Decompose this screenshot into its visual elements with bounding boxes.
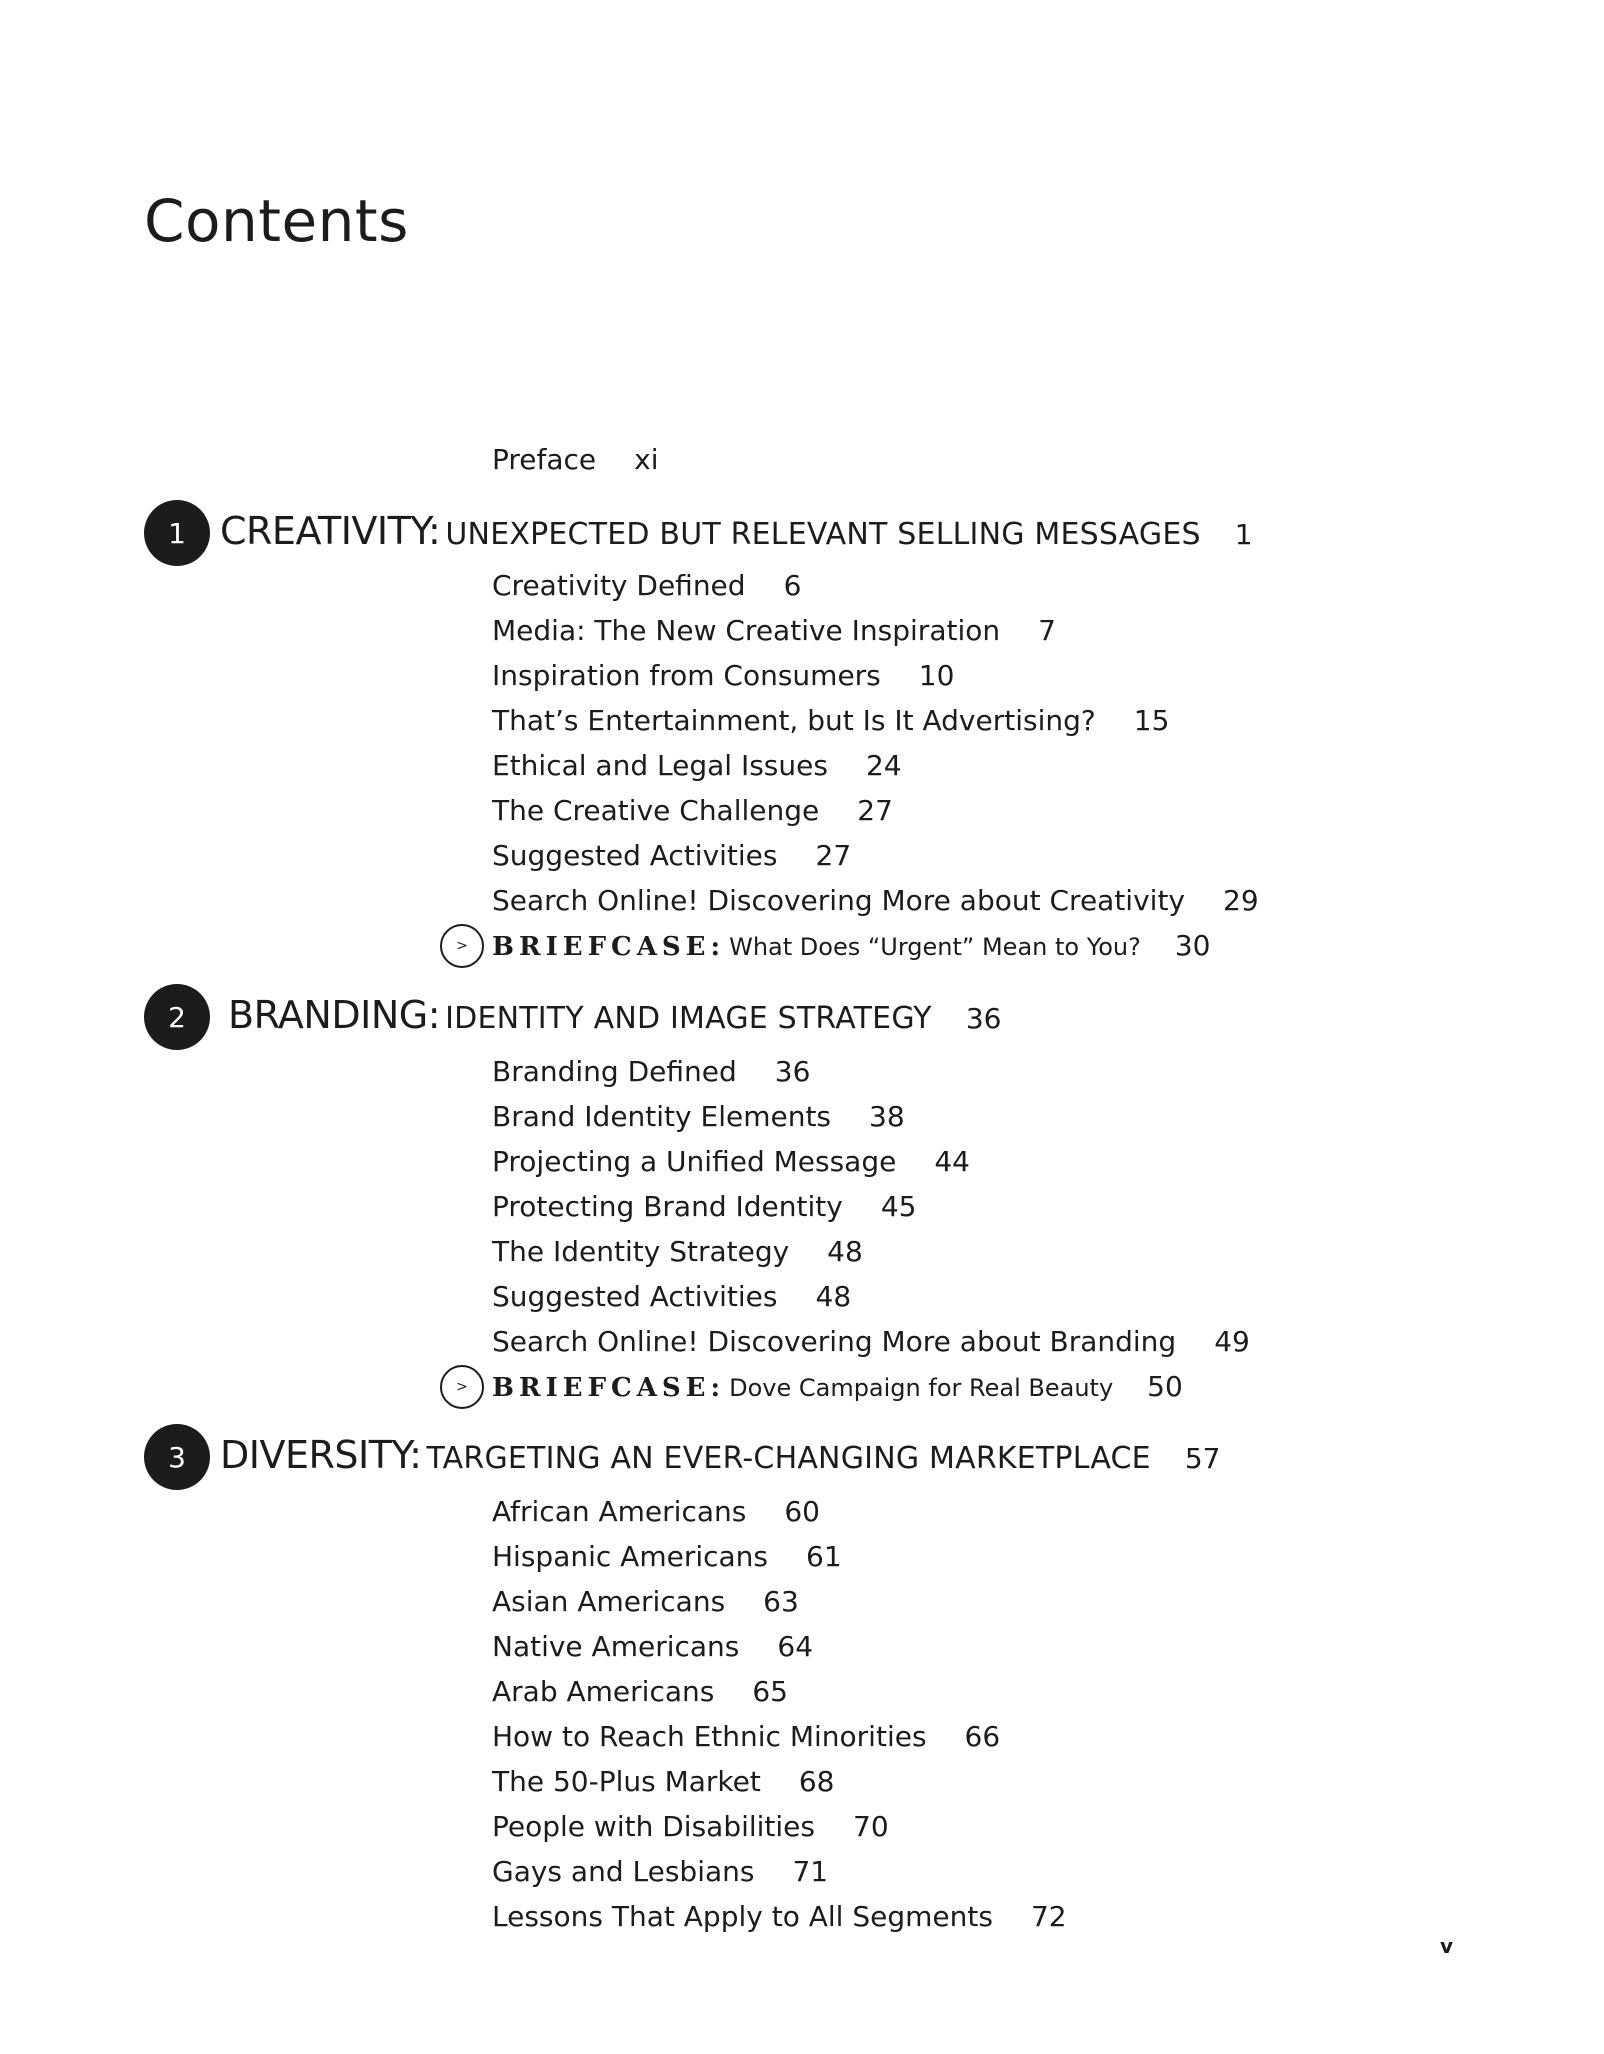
toc-entry[interactable] — [492, 569, 802, 602]
toc-entry-label: Media: The New Creative Inspiration — [492, 614, 1001, 647]
toc-entry-label: Suggested Activities — [492, 839, 778, 872]
briefcase-page: 50 — [1147, 1370, 1183, 1403]
toc-entry-page: 10 — [918, 659, 955, 692]
toc-entry-page: 45 — [880, 1190, 917, 1223]
toc-entry-page: 36 — [774, 1055, 811, 1088]
chapter-2-number-badge: 2 — [144, 984, 210, 1050]
briefcase-label: BRIEFCASE: — [492, 932, 726, 962]
toc-entry-page: 27 — [815, 839, 852, 872]
toc-entry-page: 38 — [869, 1100, 905, 1133]
toc-entry[interactable] — [492, 1055, 811, 1088]
chapter-3-subtitle: TARGETING AN EVER-CHANGING MARKETPLACE — [426, 1441, 1151, 1476]
page-folio: v — [1440, 1934, 1454, 1958]
toc-entry-page: 71 — [792, 1855, 829, 1888]
toc-entry[interactable] — [492, 1235, 863, 1268]
toc-entry[interactable] — [492, 884, 1259, 917]
toc-entry-label: Creativity Defined — [492, 569, 746, 602]
briefcase-arrow-icon: > — [440, 924, 484, 968]
briefcase-arrow-icon: > — [440, 1365, 484, 1409]
chapter-2-page: 36 — [965, 1002, 1002, 1035]
toc-entry[interactable] — [492, 704, 1170, 737]
briefcase-page: 30 — [1174, 929, 1211, 962]
toc-entry-label: Gays and Lesbians — [492, 1855, 755, 1888]
toc-entry-label: The Identity Strategy — [492, 1235, 790, 1268]
toc-entry-preface[interactable] — [492, 443, 659, 476]
toc-entry[interactable] — [492, 1325, 1250, 1358]
toc-entry-label: Native Americans — [492, 1630, 740, 1663]
toc-entry[interactable] — [492, 839, 852, 872]
toc-entry[interactable] — [492, 1855, 829, 1888]
page-title: Contents — [144, 187, 409, 255]
toc-entry-label: Preface — [492, 443, 597, 476]
briefcase-entry-1[interactable] — [492, 929, 1211, 962]
toc-entry-label: Search Online! Discovering More about Creativity — [492, 884, 1185, 917]
toc-entry-label: The 50-Plus Market — [492, 1765, 761, 1798]
toc-entry[interactable] — [492, 1190, 917, 1223]
toc-entry[interactable] — [492, 614, 1056, 647]
toc-entry-label: Hispanic Americans — [492, 1540, 769, 1573]
toc-entry-page: 60 — [784, 1495, 820, 1528]
chapter-1-page: 1 — [1234, 518, 1253, 551]
toc-entry-label: Suggested Activities — [492, 1280, 778, 1313]
toc-entry[interactable] — [492, 1540, 842, 1573]
chapter-3-heading[interactable] — [220, 1433, 1221, 1477]
toc-entry-page: 66 — [964, 1720, 1001, 1753]
toc-entry-page: 68 — [798, 1765, 835, 1798]
toc-entry[interactable] — [492, 749, 902, 782]
toc-entry-page: 70 — [853, 1810, 889, 1843]
toc-entry-label: Inspiration from Consumers — [492, 659, 881, 692]
toc-entry-page: 65 — [752, 1675, 788, 1708]
chapter-2-word: BRANDING: — [228, 993, 440, 1037]
toc-entry-page: 27 — [857, 794, 893, 827]
toc-entry-label: Ethical and Legal Issues — [492, 749, 828, 782]
toc-entry-page: 15 — [1133, 704, 1170, 737]
toc-entry[interactable] — [492, 1495, 820, 1528]
toc-entry-page: 49 — [1214, 1325, 1250, 1358]
toc-entry-page: 6 — [783, 569, 802, 602]
toc-entry-label: Asian Americans — [492, 1585, 726, 1618]
toc-entry[interactable] — [492, 1585, 799, 1618]
toc-entry[interactable] — [492, 1280, 852, 1313]
toc-entry[interactable] — [492, 1100, 905, 1133]
toc-entry[interactable] — [492, 1145, 970, 1178]
toc-entry-label: African Americans — [492, 1495, 747, 1528]
chapter-3-word: DIVERSITY: — [220, 1433, 422, 1477]
toc-entry[interactable] — [492, 794, 893, 827]
chapter-1-word: CREATIVITY: — [220, 509, 441, 553]
briefcase-title: Dove Campaign for Real Beauty — [729, 1374, 1114, 1402]
toc-entry[interactable] — [492, 1900, 1067, 1933]
toc-entry-label: Projecting a Unified Message — [492, 1145, 897, 1178]
briefcase-title: What Does “Urgent” Mean to You? — [729, 933, 1141, 961]
chapter-1-heading[interactable] — [220, 509, 1253, 553]
toc-entry-label: Brand Identity Elements — [492, 1100, 832, 1133]
toc-entry-label: Search Online! Discovering More about Branding — [492, 1325, 1177, 1358]
toc-entry-label: Lessons That Apply to All Segments — [492, 1900, 993, 1933]
toc-entry-page: 64 — [777, 1630, 814, 1663]
chapter-1-subtitle: UNEXPECTED BUT RELEVANT SELLING MESSAGES — [445, 517, 1201, 552]
toc-entry-page: xi — [634, 443, 659, 476]
briefcase-label: BRIEFCASE: — [492, 1373, 726, 1403]
toc-entry-page: 7 — [1038, 614, 1056, 647]
toc-entry-label: Arab Americans — [492, 1675, 715, 1708]
toc-entry-page: 29 — [1223, 884, 1259, 917]
toc-entry-label: That’s Entertainment, but Is It Advertising? — [492, 704, 1096, 737]
toc-entry-page: 72 — [1030, 1900, 1067, 1933]
briefcase-entry-2[interactable] — [492, 1370, 1183, 1403]
toc-entry-page: 48 — [815, 1280, 852, 1313]
toc-entry[interactable] — [492, 1675, 788, 1708]
toc-entry-page: 61 — [806, 1540, 842, 1573]
chapter-1-number-badge: 1 — [144, 500, 210, 566]
toc-entry[interactable] — [492, 1810, 889, 1843]
toc-entry-label: People with Disabilities — [492, 1810, 815, 1843]
toc-entry-label: Protecting Brand Identity — [492, 1190, 843, 1223]
toc-entry-page: 44 — [934, 1145, 970, 1178]
chapter-2-heading[interactable] — [228, 993, 1002, 1037]
toc-entry-page: 24 — [865, 749, 902, 782]
toc-entry[interactable] — [492, 1630, 814, 1663]
toc-entry-label: How to Reach Ethnic Minorities — [492, 1720, 927, 1753]
toc-entry[interactable] — [492, 659, 955, 692]
toc-entry-page: 63 — [763, 1585, 799, 1618]
toc-entry-label: The Creative Challenge — [492, 794, 820, 827]
chapter-2-subtitle: IDENTITY AND IMAGE STRATEGY — [445, 1001, 932, 1036]
toc-entry-page: 48 — [827, 1235, 863, 1268]
toc-entry[interactable] — [492, 1720, 1001, 1753]
toc-entry-label: Branding Defined — [492, 1055, 737, 1088]
toc-entry[interactable] — [492, 1765, 835, 1798]
chapter-3-page: 57 — [1184, 1442, 1221, 1475]
chapter-3-number-badge: 3 — [144, 1424, 210, 1490]
